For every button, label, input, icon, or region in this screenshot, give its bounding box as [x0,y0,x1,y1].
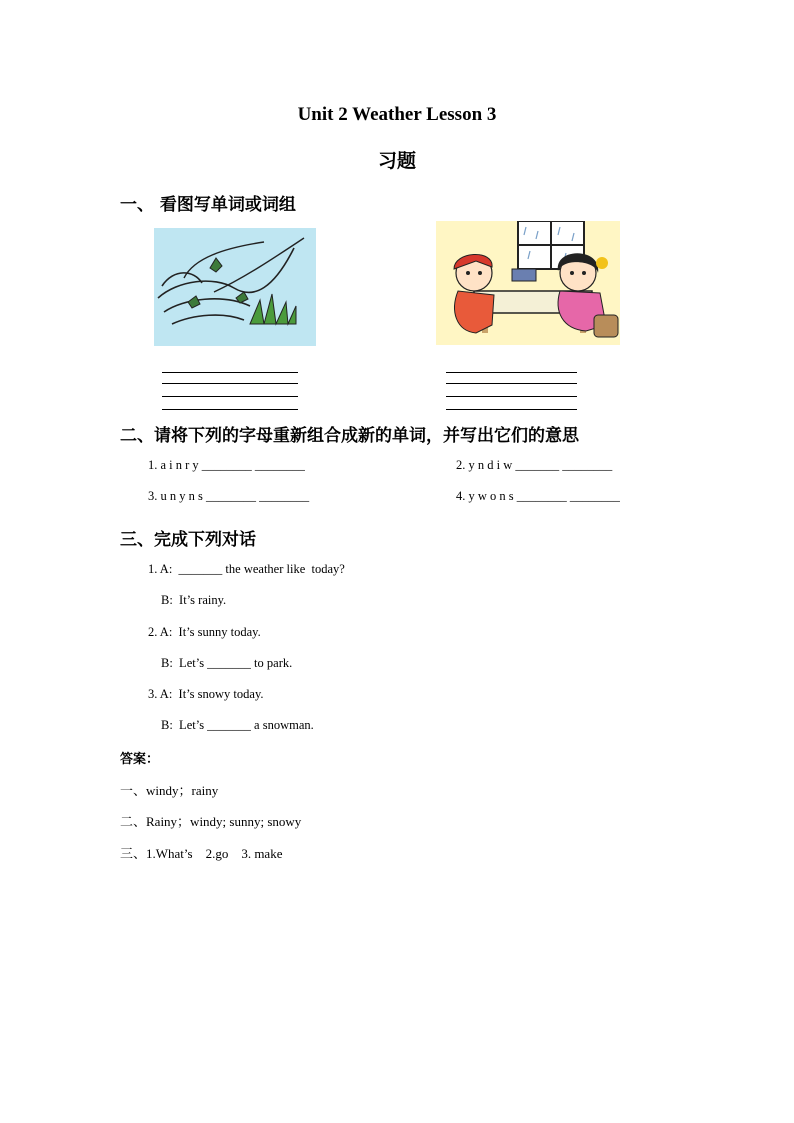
windy-picture [154,228,316,346]
blank-line[interactable] [162,372,298,373]
blank-line[interactable] [162,396,298,397]
answer-line: 三、1.What’s 2.go 3. make [120,846,283,861]
answer-line: 一、windy；rainy [120,783,219,798]
exercise-item-3: 3. u n y n s ________ ________ [148,489,310,503]
page-title: Unit 2 Weather Lesson 3 [297,104,497,125]
blank-line[interactable] [162,383,298,384]
dialogue-line: 3. A: It’s snowy today. [148,687,264,701]
dialogue-line: 2. A: It’s sunny today. [148,625,261,639]
page-subtitle: 习题 [377,150,416,172]
blank-line[interactable] [446,383,577,384]
answers-label: 答案： [120,752,160,767]
answer-line: 二、Rainy；windy; sunny; snowy [120,814,302,829]
exercise-item-4: 4. y w o n s ________ ________ [456,489,620,503]
blank-line[interactable] [446,396,577,397]
section2-heading: 二、请将下列的字母重新组合成新的单词，并写出它们的意思 [120,426,579,446]
dialogue-line: B: It’s rainy. [161,593,227,607]
dialogue-line: 1. A: _______ the weather like today? [148,562,345,576]
blank-line[interactable] [446,409,577,410]
blank-line[interactable] [446,372,577,373]
rainy-picture [436,221,620,345]
exercise-item-2: 2. y n d i w _______ ________ [456,458,613,472]
dialogue-line: B: Let’s _______ to park. [161,656,293,670]
section1-heading: 一、 看图写单词或词组 [120,195,296,215]
blank-line[interactable] [162,409,298,410]
exercise-item-1: 1. a i n r y ________ ________ [148,458,305,472]
section3-heading: 三、完成下列对话 [120,530,256,550]
dialogue-line: B: Let’s _______ a snowman. [161,718,314,732]
